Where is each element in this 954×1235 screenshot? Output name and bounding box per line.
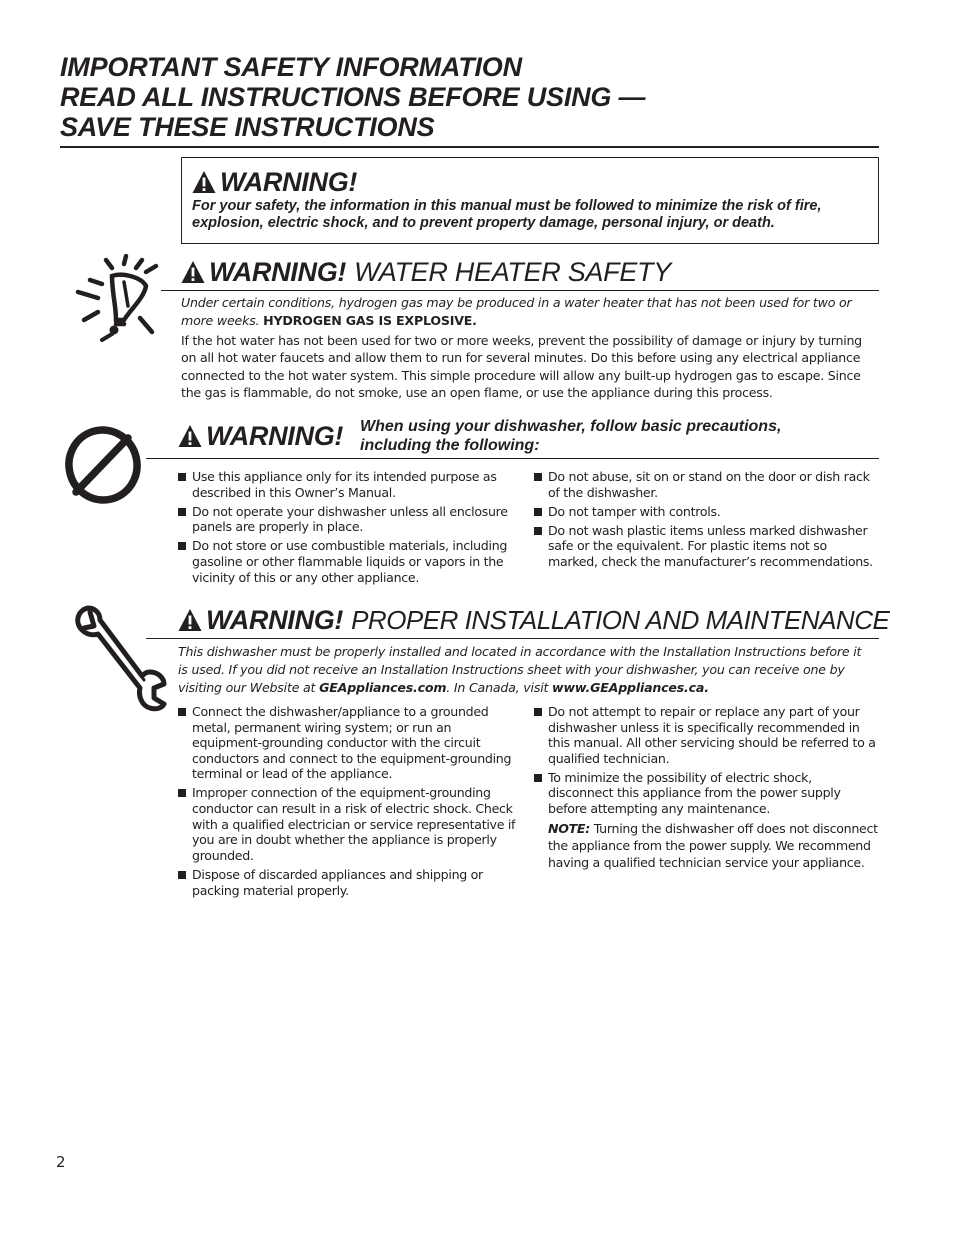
note-text: Turning the dishwasher off does not disconnect the appliance from the power supply. We recommend having a qualified technician service your appliance. — [548, 820, 878, 870]
note-label: NOTE: — [548, 820, 590, 836]
warning-label: WARNING! — [206, 605, 344, 635]
list-item: Connect the dishwasher/appliance to a grounded metal, permanent wiring system; or run an equipment-grounding conductor with the circuit conductors and connect to the equipment-grounding terminal or lead of the appliance. — [178, 704, 523, 782]
general-warning-heading — [192, 166, 868, 198]
water-heater-body: If the hot water has not been used for two or more weeks, prevent the possibility of damage or injury by turning on all hot water faucets and allow them to run for several minutes. Do this before using any electrical appliance connected to the hot water system. This simple procedure will allow any built-up hydrogen gas to escape. Since the gas is flammable, do not smoke, use an open flame, or use the appliance during this process. — [181, 333, 862, 401]
warning-triangle-icon — [178, 424, 202, 448]
page-title-line: READ ALL INSTRUCTIONS BEFORE USING — — [60, 82, 646, 112]
prohibition-icon — [62, 424, 144, 506]
precautions-right-list — [534, 469, 879, 573]
water-heater-subheading: WATER HEATER SAFETY — [354, 257, 671, 287]
warning-label: WARNING! — [209, 257, 347, 287]
list-item: Do not operate your dishwasher unless all enclosure panels are properly in place. — [178, 504, 518, 535]
warning-label: WARNING! — [206, 421, 344, 451]
list-item: Dispose of discarded appliances and shipping or packing material properly. — [178, 867, 523, 898]
lightbulb-burst-icon — [74, 254, 164, 344]
installation-intro: This dishwasher must be properly installed and located in accordance with the Installation Instructions before it is used. If you did not receive an Installation Instructions sheet with your dishwasher, you can receive one by visiting our Website at GEAppliances.com. In Canada, visit www.GEAppliances.ca. — [178, 644, 862, 695]
bullet-icon — [534, 508, 542, 516]
bullet-icon — [178, 789, 186, 797]
list-item: Do not wash plastic items unless marked dishwasher safe or the equivalent. For plastic items not so marked, check the manufacturer’s recommendations. — [534, 523, 879, 570]
list-item: Improper connection of the equipment-grounding conductor can result in a risk of electric shock. Check with a qualified electrician or service representative if you are in doubt whether the appliance is properly grounded. — [178, 785, 523, 863]
list-item: Do not tamper with controls. — [534, 504, 879, 520]
bullet-icon — [534, 473, 542, 481]
website-link-us[interactable]: GEAppliances.com — [319, 680, 447, 695]
page-title-line: SAVE THESE INSTRUCTIONS — [60, 112, 435, 142]
page-title — [60, 52, 890, 142]
page-number: 2 — [56, 1153, 66, 1171]
bullet-icon — [178, 708, 186, 716]
installation-note — [548, 820, 879, 871]
water-heater-intro — [181, 294, 871, 329]
website-link-ca[interactable]: www.GEAppliances.ca. — [552, 680, 709, 695]
list-item: Do not abuse, sit on or stand on the door or dish rack of the dishwasher. — [534, 469, 879, 500]
warning-triangle-icon — [181, 260, 205, 284]
section-divider — [146, 638, 879, 639]
warning-triangle-icon — [178, 608, 202, 632]
water-heater-intro-text: Under certain conditions, hydrogen gas may be produced in a water heater that has not been used for two or more weeks. — [181, 295, 852, 328]
hydrogen-warning: HYDROGEN GAS IS EXPLOSIVE. — [263, 312, 477, 328]
section-divider — [146, 458, 879, 459]
installation-subheading: PROPER INSTALLATION AND MAINTENANCE — [351, 605, 890, 635]
list-item: Use this appliance only for its intended purpose as described in this Owner’s Manual. — [178, 469, 518, 500]
general-warning-text: For your safety, the information in this manual must be followed to minimize the risk of fire, explosion, electric shock, and to prevent property damage, personal injury, or death. — [192, 198, 822, 231]
bullet-icon — [178, 871, 186, 879]
wrench-icon — [70, 604, 170, 716]
page-title-line: IMPORTANT SAFETY INFORMATION — [60, 52, 522, 82]
precautions-left-list — [178, 469, 518, 589]
bullet-icon — [178, 542, 186, 550]
section-divider — [161, 290, 879, 291]
general-warning-box — [181, 157, 879, 244]
bullet-icon — [178, 473, 186, 481]
list-item: Do not attempt to repair or replace any part of your dishwasher unless it is specifically recommended in this manual. All other servicing should be referred to a qualified technician. — [534, 704, 879, 766]
bullet-icon — [178, 508, 186, 516]
precautions-heading — [178, 420, 343, 452]
title-divider — [60, 146, 879, 148]
warning-triangle-icon — [192, 170, 216, 194]
installation-left-list — [178, 704, 523, 902]
installation-heading — [178, 604, 889, 636]
installation-right-list — [534, 704, 879, 874]
precautions-intro: When using your dishwasher, follow basic precautions, including the following: — [360, 418, 782, 454]
bullet-icon — [534, 774, 542, 782]
bullet-icon — [534, 708, 542, 716]
bullet-icon — [534, 527, 542, 535]
list-item: Do not store or use combustible materials, including gasoline or other flammable liquids or vapors in the vicinity of this or any other appliance. — [178, 538, 518, 585]
warning-label: WARNING! — [220, 167, 358, 197]
water-heater-heading — [181, 256, 671, 288]
list-item: To minimize the possibility of electric shock, disconnect this appliance from the power supply before attempting any maintenance. NOTE: Turning the dishwasher off does not disconnect the appliance from the power supply. We recommend having a qualified technician service your appliance. — [534, 770, 879, 871]
